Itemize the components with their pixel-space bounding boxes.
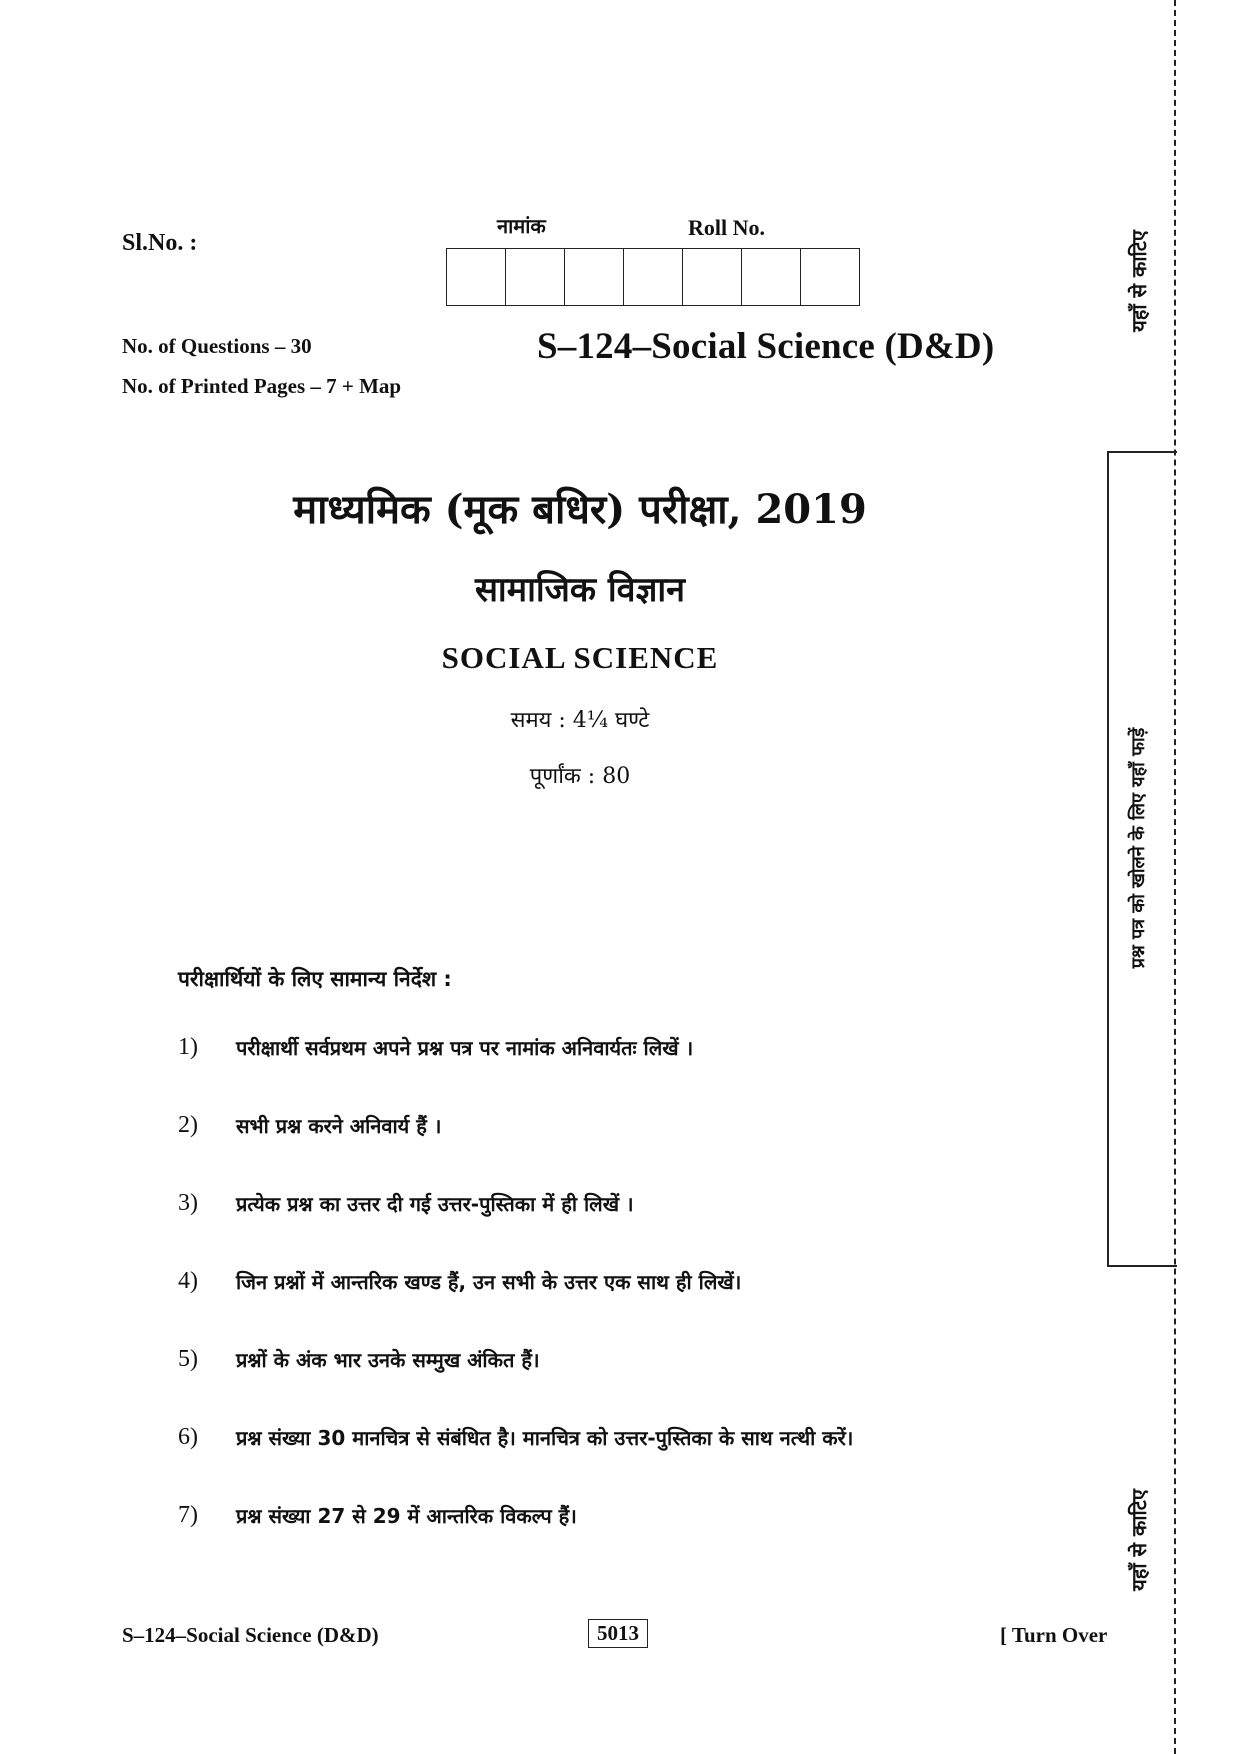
tear-here-label: प्रश्न पत्र को खोलने के लिए यहाँ फाड़ें — [1128, 727, 1149, 969]
roll-number-box[interactable] — [506, 249, 565, 305]
instruction-item — [178, 1190, 1038, 1268]
exam-duration: समय : 4¼ घण्टे — [510, 708, 650, 733]
roll-number-box[interactable] — [624, 249, 683, 305]
instruction-item — [178, 1346, 1038, 1424]
instruction-text: सभी प्रश्न करने अनिवार्य हैं । — [236, 1114, 442, 1138]
namank-label: नामांक — [497, 214, 546, 238]
instructions-list — [178, 1034, 1038, 1580]
instruction-text: प्रत्येक प्रश्न का उत्तर दी गई उत्तर-पुस्तिका में ही लिखें । — [236, 1192, 634, 1216]
maximum-marks: पूर्णांक : 80 — [529, 764, 631, 789]
instruction-text: जिन प्रश्नों में आन्तरिक खण्ड हैं, उन सभी के उत्तर एक साथ ही लिखें। — [236, 1270, 742, 1294]
roll-number-boxes — [446, 248, 860, 306]
roll-number-box[interactable] — [801, 249, 859, 305]
instruction-number: 4) — [178, 1268, 198, 1294]
instruction-text: परीक्षार्थी सर्वप्रथम अपने प्रश्न पत्र पर नामांक अनिवार्यतः लिखें । — [236, 1036, 694, 1060]
paper-code-title: S–124–Social Science (D&D) — [537, 326, 995, 367]
instruction-number: 1) — [178, 1034, 198, 1060]
exam-title: माध्यमिक (मूक बधिर) परीक्षा, 2019 — [293, 486, 867, 533]
roll-number-box[interactable] — [742, 249, 801, 305]
instruction-item — [178, 1112, 1038, 1190]
footer-code-box: 5013 — [588, 1619, 648, 1648]
instruction-item — [178, 1034, 1038, 1112]
roll-number-box[interactable] — [565, 249, 624, 305]
instruction-item — [178, 1502, 1038, 1580]
subject-title-hindi: सामाजिक विज्ञान — [474, 570, 686, 610]
instruction-number: 7) — [178, 1502, 198, 1528]
instruction-item — [178, 1268, 1038, 1346]
footer-paper-code: S–124–Social Science (D&D) — [122, 1623, 379, 1647]
roll-number-box[interactable] — [447, 249, 506, 305]
instruction-number: 5) — [178, 1346, 198, 1372]
cut-here-bottom-label: यहाँ से काटिए — [1127, 1489, 1151, 1591]
instruction-number: 6) — [178, 1424, 198, 1450]
roll-number-box[interactable] — [683, 249, 742, 305]
cut-here-top-label: यहाँ से काटिए — [1127, 230, 1151, 332]
roll-no-label: Roll No. — [688, 215, 765, 240]
question-count: No. of Questions – 30 — [122, 334, 312, 358]
instruction-text: प्रश्न संख्या 27 से 29 में आन्तरिक विकल्प हैं। — [236, 1504, 577, 1528]
instruction-number: 3) — [178, 1190, 198, 1216]
turn-over-label: [ Turn Over — [1000, 1623, 1108, 1647]
instruction-text: प्रश्न संख्या 30 मानचित्र से संबंधित है। मानचित्र को उत्तर-पुस्तिका के साथ नत्थी करें। — [236, 1426, 854, 1450]
serial-number-label: Sl.No. : — [122, 230, 198, 256]
instruction-number: 2) — [178, 1112, 198, 1138]
instruction-item — [178, 1424, 1038, 1502]
instructions-heading: परीक्षार्थियों के लिए सामान्य निर्देश : — [178, 967, 452, 991]
subject-title-english: SOCIAL SCIENCE — [441, 640, 719, 675]
printed-pages-count: No. of Printed Pages – 7 + Map — [122, 374, 402, 398]
instruction-text: प्रश्नों के अंक भार उनके सम्मुख अंकित हैं। — [236, 1348, 540, 1372]
